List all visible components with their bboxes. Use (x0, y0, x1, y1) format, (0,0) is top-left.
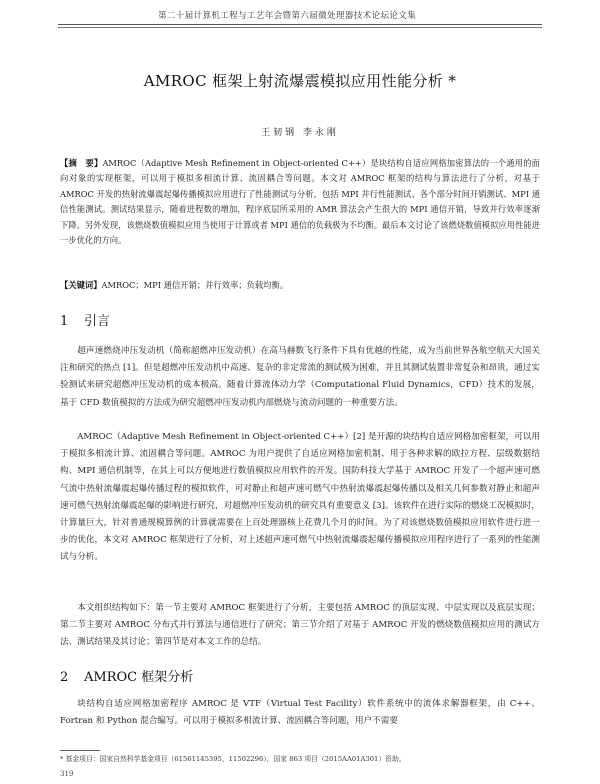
header-rule-secondary (58, 27, 542, 28)
abstract-label: 【摘 要】 (60, 158, 103, 168)
body-paragraph: 本文组织结构如下：第一节主要对 AMROC 框架进行了分析，主要包括 AMROC 的顶层实现、中层实现以及底层实现；第二节主要对 AMROC 分布式并行算法与通信进行了研究；第三节介绍了对基于 AMROC 开发的燃烧数值模拟应用的测试方法、测试结果及其讨论；第四节是对本文工作的总结。 (60, 603, 540, 648)
authors: 王韧钢 李永刚 (261, 128, 339, 138)
paper-title: AMROC 框架上射流爆震模拟应用性能分析 * (143, 72, 457, 90)
section-heading-introduction (60, 310, 110, 329)
abstract-text: AMROC（Adaptive Mesh Refinement in Object-oriented C++）是块结构自适应网格加密算法的一个通用的面向对象的实现框架，可以用于模拟多相流计算、流固耦合等问题。本文对 AMROC 框架的结构与算法进行了分析，对基于 AMROC 开发的热射流爆震起爆传播模拟应用进行了性能测试与分析，包括 MPI 并行性能测试、各个部分时间开销测试、MPI 通信性能测试。测试结果显示，随着进程数的增加，程序底层所采用的 AMR 算法会产生很大的 MPI 通信开销，导致并行效率逐渐下降。另外发现，该燃烧数值模拟应用当使用于计算或者 MPI 通信的负载极为不均衡。最后本文讨论了该燃烧数值模拟应用性能进一步优化的方向。 (60, 158, 540, 246)
section-title: 引言 (84, 314, 111, 329)
keywords (60, 278, 540, 293)
section-title: AMROC 框架分析 (84, 670, 194, 685)
body-paragraph: AMROC（Adaptive Mesh Refinement in Object-oriented C++）[2] 是开源的块结构自适应网格加密框架，可以用于模拟多相流计算、流固耦合等问题。AMROC 为用户提供了自适应网格加密机制、用于各种求解的欧拉方程、层级数据结构、MPI 通信机制等，在其上可以方便地进行数值模拟应用软件的开发。国防科技大学基于 AMROC 开发了一个超声速可燃气流中热射流爆震起爆传播过程的模拟软件，可对静止和超声速可燃气中热射流爆震起爆传播以及相关几何参数对静止和超声速可燃气热射流爆震起爆的影响进行研究，对超燃冲压发动机的研究具有重要意义 [3]。该软件在进行实际的燃烧工况模拟时，计算量巨大，针对普通规模算例的计算就需要在上百处理器核上花费几个月的时间。为了对该燃烧数值模拟应用软件进行进一步的优化，本文对 AMROC 框架进行了分析，对上述超声速可燃气中热射流爆震起爆传播模拟应用程序进行了一系列的性能测试与分析。 (60, 432, 540, 563)
abstract (60, 156, 540, 248)
page-number: 319 (60, 770, 74, 778)
section-number: 1 (60, 314, 69, 329)
section-number: 2 (60, 670, 69, 685)
keywords-label: 【关键词】 (60, 280, 102, 290)
header-rule (58, 24, 542, 25)
section-heading-framework-analysis (60, 666, 193, 685)
keywords-text: AMROC；MPI 通信开销；并行效率；负载均衡。 (101, 280, 289, 290)
footnote-rule (60, 750, 100, 751)
running-header (58, 7, 542, 31)
body-paragraph: 块结构自适应网格加密程序 AMROC 是 VTF（Virtual Test Facility）软件系统中的流体求解器框架，由 C++、Fortran 和 Python 混合编写。可以用于模拟多相流计算、流固耦合等问题，用户不需要 (60, 699, 540, 727)
running-header-title: 第二十届计算机工程与工艺年会暨第六届微处理器技术论坛论文集 (158, 11, 417, 21)
body-paragraph: 超声速燃烧冲压发动机（简称超燃冲压发动机）在高马赫数飞行条件下具有优越的性能，成为当前世界各航空航天大国关注和研究的热点 [1]。但是超燃冲压发动机中高速、复杂的非定常流的测试极为困难，并且其测试装置非常复杂和昂贵，通过实验测试来研究超燃冲压发动机的成本极高。随着计算流体动力学（Computational Fluid Dynamics，CFD）技术的发展，基于 CFD 数值模拟的方法成为研究超燃冲压发动机内部燃烧与流动问题的一种重要方法。 (60, 346, 540, 408)
footnote: * 基金项目：国家自然科学基金项目（61561145395，11502296），国家 863 项目（2015AA01A301）资助。 (60, 755, 406, 763)
